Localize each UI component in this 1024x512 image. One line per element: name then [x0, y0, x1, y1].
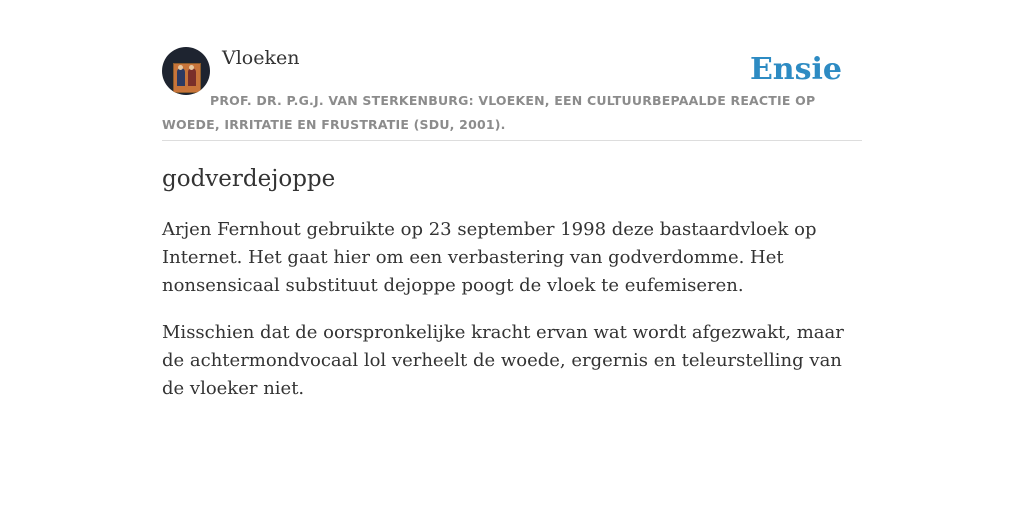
brand-logo[interactable]: Ensie: [749, 52, 842, 87]
figure-left-icon: [177, 68, 185, 86]
figure-right-icon: [188, 68, 196, 86]
entry-title: godverdejoppe: [162, 166, 336, 192]
figure-right-head-icon: [189, 65, 194, 70]
entry-content: [162, 216, 862, 422]
source-avatar[interactable]: [162, 47, 210, 95]
entry-paragraph: Arjen Fernhout gebruikte op 23 september 1998 deze bastaardvloek op Internet. Het gaat hier om een verbastering van godverdomme. Het nonsensicaal substituut dejoppe poogt de vloek te eufemiseren.: [162, 219, 817, 296]
source-title-link[interactable]: Vloeken: [222, 47, 300, 69]
entry-paragraph: Misschien dat de oorspronkelijke kracht ervan wat wordt afgezwakt, maar de achtermondvocaal lol verheelt de woede, ergernis en teleurstelling van de vloeker niet.: [162, 322, 844, 399]
source-citation: PROF. DR. P.G.J. VAN STERKENBURG: VLOEKEN, EEN CULTUURBEPAALDE REACTIE OP WOEDE, IRRITATIE EN FRUSTRATIE (SDU, 2001).: [162, 93, 816, 132]
source-header: [162, 46, 862, 141]
figure-left-head-icon: [178, 65, 183, 70]
